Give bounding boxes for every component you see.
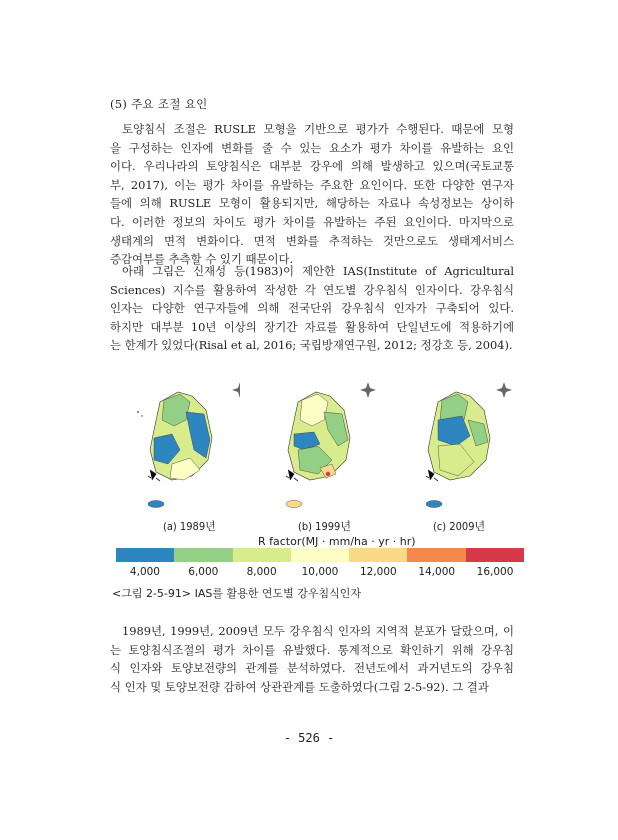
north-arrow-icon [232, 382, 240, 398]
legend-title: R factor(MJ · mm/ha · yr · hr) [258, 535, 416, 548]
text-line: 는 토양침식조절의 평가 차이를 유발했다. 통계적으로 확인하기 위해 강우침 [110, 642, 514, 657]
legend-swatch [116, 548, 174, 562]
text-line: 하지만 대부분 10년 이상의 장기간 자료를 활용하여 단일년도에 적용하기에 [110, 319, 514, 334]
text-line: Sciences) 지수를 활용하여 작성한 각 연도별 강우침식 인자이다. 강우침식 [110, 282, 514, 297]
text-line: 1989년, 1999년, 2009년 모두 강우침식 인자의 지역적 분포가 달랐으며, 이 [122, 624, 514, 638]
korea-map-1989 [120, 380, 240, 520]
map-panels [110, 380, 530, 520]
jeju-island [148, 501, 164, 508]
map-caption-a: (a) 1989년 [163, 520, 216, 533]
text-line: 식 인자 및 토양보전량 감하여 상관관계를 도출하였다(그림 2-5-92). 그 결과 [110, 679, 489, 694]
legend-tick: 6,000 [188, 566, 219, 578]
text-line: 생태계의 면적 변화이다. 면적 변화를 추적하는 것만으로도 생태계서비스 [110, 233, 514, 248]
legend-tick: 4,000 [129, 566, 160, 578]
text-line: 을 구성하는 인자에 변화를 줄 수 있는 요소가 평가 차이를 유발하는 요인 [110, 140, 514, 155]
text-line: 는 한계가 있었다(Risal et al, 2016; 국립방재연구원, 2012; 정강호 등, 2004). [110, 338, 513, 353]
legend-swatch [466, 548, 524, 562]
paragraph-rusle [110, 120, 514, 269]
legend-swatch [349, 548, 407, 562]
map-caption-b: (b) 1999년 [298, 520, 351, 533]
text-line: 들에 의해 RUSLE 모형이 활용되지만, 해당하는 자료나 속성정보는 상이하 [110, 196, 514, 211]
text-line: 아래 그림은 신재성 등(1983)이 제안한 IAS(Institute of Agricultural [122, 264, 514, 278]
section-title: (5) 주요 조절 요인 [110, 97, 208, 111]
legend-tick: 8,000 [246, 566, 277, 578]
legend-swatch [291, 548, 349, 562]
legend-tick: 14,000 [418, 566, 456, 578]
korea-map-2009 [398, 380, 518, 520]
legend-tick: 10,000 [301, 566, 339, 578]
text-line: 이다. 우리나라의 토양침식은 대부분 강우에 의해 발생하고 있으며(국토교통 [110, 159, 514, 174]
text-line: 증감여부를 추측할 수 있기 때문이다. [110, 252, 294, 267]
jeju-island [286, 501, 302, 508]
north-arrow-icon [496, 382, 512, 398]
figure-caption: <그림 2-5-91> IAS를 활용한 연도별 강우침식인자 [112, 587, 361, 600]
text-line: 식 인자와 토양보전량의 관계를 분석하였다. 전년도에서 과거년도의 강우침 [110, 661, 514, 676]
text-line: 토양침식 조절은 RUSLE 모형을 기반으로 평가가 수행된다. 때문에 모형 [122, 122, 514, 136]
text-line: 인자는 다양한 연구자들에 의해 전국단위 강우침식 인자가 구축되어 있다. [110, 301, 514, 316]
jeju-island [426, 501, 442, 508]
legend-swatch [174, 548, 232, 562]
legend-tick: 12,000 [359, 566, 397, 578]
legend-ticks [116, 566, 524, 580]
legend-swatch [407, 548, 465, 562]
north-arrow-icon [360, 382, 376, 398]
korea-map-1999 [258, 380, 378, 520]
legend-tick: 16,000 [476, 566, 514, 578]
map-caption-c: (c) 2009년 [433, 520, 486, 533]
text-line: 다. 이러한 정보의 차이도 평가 차이를 유발하는 주된 요인이다. 마지막으로 [110, 214, 514, 229]
legend-colorbar [116, 548, 524, 562]
legend-swatch [233, 548, 291, 562]
page-number: - 526 - [283, 731, 335, 745]
text-line: 부, 2017), 이는 평가 차이를 유발하는 주요한 요인이다. 또한 다양한 연구자 [110, 177, 514, 192]
paragraph-ias [110, 262, 514, 355]
paragraph-results [110, 622, 514, 696]
